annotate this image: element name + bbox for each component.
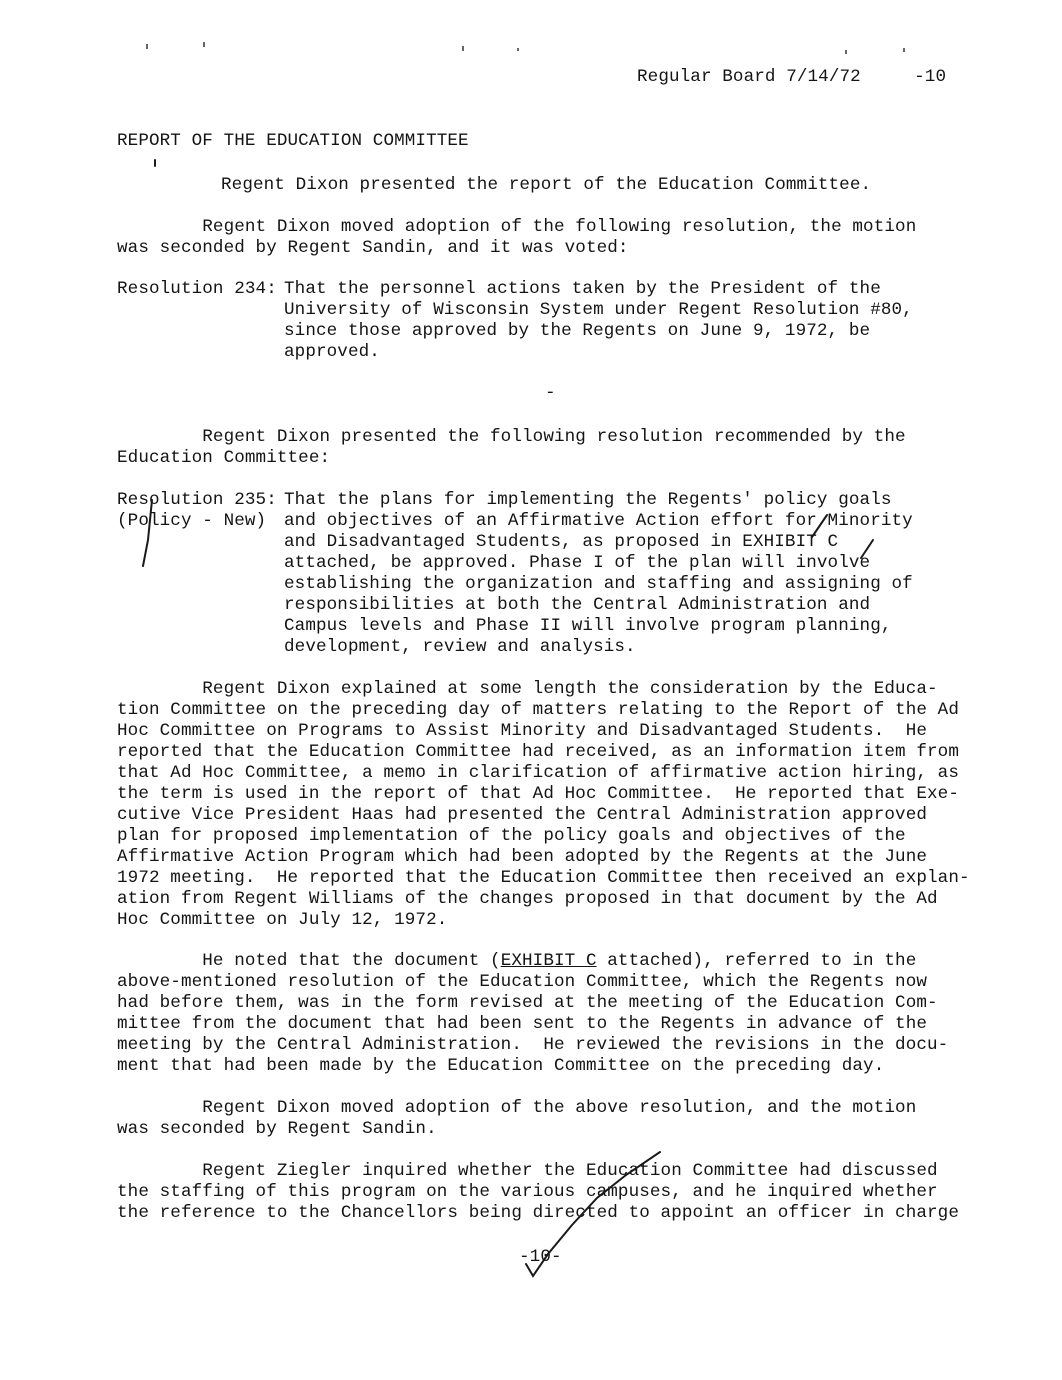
paragraph-noted: He noted that the document (EXHIBIT C attached), referred to in the above-mentioned resolution of the Education Committee, which the Regents now had before them, was in the form revised at the meeting of the Education Com- mittee from the document that had been sent to the Regents in advance of the meeting by the Central Administration. He reviewed the revisions in the docu- ment that had been made by the Education Committee on the preceding day.: [117, 951, 949, 1076]
intro-paragraph: Regent Dixon presented the report of the Education Committee.: [221, 175, 872, 195]
scan-speck: [517, 48, 519, 51]
resolution-235-sublabel: (Policy - New): [117, 511, 267, 531]
paragraph-ziegler: Regent Ziegler inquired whether the Education Committee had discussed the staffing of this program on the various campuses, and he inquired whether the reference to the Chancellors being directed to appoint an officer in charge: [117, 1161, 959, 1223]
footer-page-number: -10-: [519, 1247, 562, 1267]
scan-speck: [903, 48, 905, 52]
scan-speck: [845, 50, 847, 54]
resolution-235-label: Resolution 235: (Policy - New): [117, 490, 277, 531]
exhibit-c-reference: EXHIBIT C: [500, 951, 597, 971]
scan-speck: [462, 46, 464, 51]
separator-dash: -: [545, 383, 556, 403]
header-page-number: -10: [914, 67, 947, 87]
motion-paragraph-2: Regent Dixon presented the following resolution recommended by the Education Committee:: [117, 427, 906, 468]
page-header: [637, 67, 946, 88]
resolution-235-text: That the plans for implementing the Regents' policy goals and objectives of an Affirmative Action effort for Minority and Disadvantaged Students, as proposed in EXHIBIT C attached, be approved. Phase I of the plan will involve establishing the organization and staffing and assigning of responsibilities at both the Central Administration and Campus levels and Phase II will involve program planning, development, review and analysis.: [284, 490, 913, 657]
resolution-234-text: That the personnel actions taken by the President of the University of Wisconsin System under Regent Resolution #80, since those approved by the Regents on June 9, 1972, be approved.: [284, 279, 913, 362]
scan-speck: [146, 44, 148, 49]
header-page-ref: Regular Board 7/14/72: [637, 67, 861, 87]
paragraph-explained: Regent Dixon explained at some length the consideration by the Educa- tion Committee on the preceding day of matters relating to the Report of the Ad Hoc Committee on Programs to Assist Minority and Disadvantaged Students. He reported that the Education Committee had received, as an information item from that Ad Hoc Committee, a memo in clarification of affirmative action hiring, as the term is used in the report of that Ad Hoc Committee. He reported that Exe- cutive Vice President Haas had presented the Central Administration approved plan for proposed implementation of the policy goals and objectives of the Affirmative Action Program which had been adopted by the Regents at the June 1972 meeting. He reported that the Education Committee then received an explan- ation from Regent Williams of the changes proposed in that document by the Ad Hoc Committee on July 12, 1972.: [117, 679, 970, 930]
paragraph-moved: Regent Dixon moved adoption of the above resolution, and the motion was seconded by Regent Sandin.: [117, 1098, 917, 1139]
section-title: REPORT OF THE EDUCATION COMMITTEE: [117, 131, 469, 151]
resolution-234-label: Resolution 234:: [117, 279, 277, 299]
motion-paragraph-1: Regent Dixon moved adoption of the following resolution, the motion was seconded by Regent Sandin, and it was voted:: [117, 217, 917, 258]
scan-speck: [203, 42, 205, 47]
